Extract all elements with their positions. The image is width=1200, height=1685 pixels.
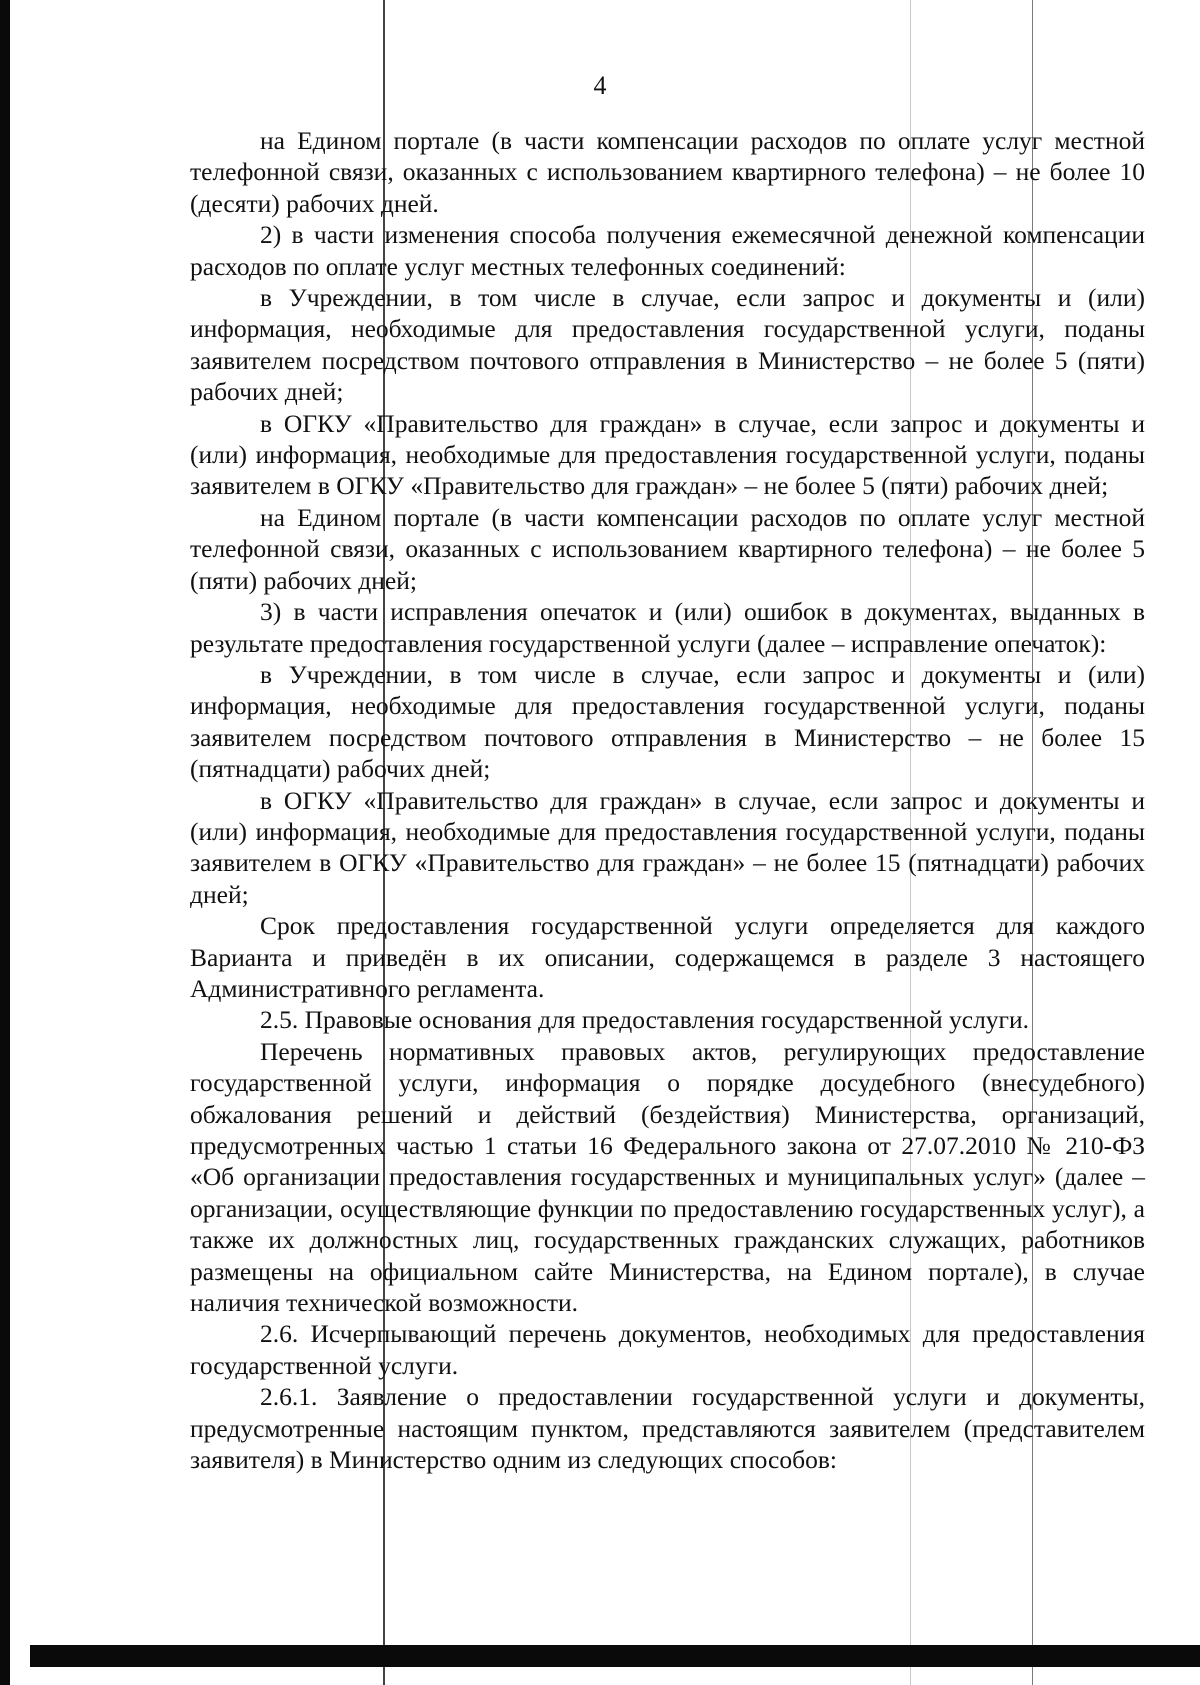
paragraph: в Учреждении, в том числе в случае, если запрос и документы и (или) информация, необходимые для предоставления государственной услуги, поданы заявителем посредством почтового отправления в Министерство – не более 5 (пяти) рабочих дней; [190,283,1145,407]
paragraph: Перечень нормативных правовых актов, регулирующих предоставление государственной услуги, информация о порядке досудебного (внесудебного) обжалования решений и действий (бездействия) Министерства, организаций, предусмотренных частью 1 статьи 16 Федерального закона от 27.07.2010 № 210-ФЗ «Об организации предоставления государственных и муниципальных услуг» (далее – организации, осуществляющие функции по предоставлению государственных услуг), а также их должностных лиц, государственных гражданских служащих, работников размещены на официальном сайте Министерства, на Едином портале), в случае наличия технической возможности. [190,1036,1145,1318]
paragraph: 3) в части исправления опечаток и (или) ошибок в документах, выданных в результате предоставления государственной услуги (далее – исправление опечаток): [190,597,1145,658]
paragraph: 2.6.1. Заявление о предоставлении государственной услуги и документы, предусмотренные настоящим пунктом, представляются заявителем (представителем заявителя) в Министерство одним из следующих способов: [190,1382,1145,1475]
scan-edge-bottom [30,1645,1200,1667]
paragraph: Срок предоставления государственной услуги определяется для каждого Варианта и приведён в их описании, содержащемся в разделе 3 настоящего Административного регламента. [190,911,1145,1003]
paragraph: на Едином портале (в части компенсации расходов по оплате услуг местной телефонной связи, оказанных с использованием квартирного телефона) – не более 10 (десяти) рабочих дней. [190,126,1145,218]
page-number: 4 [593,71,607,100]
paragraph: на Едином портале (в части компенсации расходов по оплате услуг местной телефонной связи, оказанных с использованием квартирного телефона) – не более 5 (пяти) рабочих дней; [190,502,1145,595]
scan-edge-left [0,0,10,1685]
paragraph: в ОГКУ «Правительство для граждан» в случае, если запрос и документы и (или) информация, необходимые для предоставления государственной услуги, поданы заявителем в ОГКУ «Правительство для граждан» – не более 5 (пяти) рабочих дней; [190,408,1145,501]
paragraph: в Учреждении, в том числе в случае, если запрос и документы и (или) информация, необходимые для предоставления государственной услуги, поданы заявителем посредством почтового отправления в Министерство – не более 15 (пятнадцати) рабочих дней; [190,659,1145,784]
document-body [190,125,1145,1475]
section-heading: 2.6. Исчерпывающий перечень документов, необходимых для предоставления государственной услуги. [190,1319,1145,1380]
section-heading: 2.5. Правовые основания для предоставления государственной услуги. [260,1005,1030,1035]
paragraph: в ОГКУ «Правительство для граждан» в случае, если запрос и документы и (или) информация, необходимые для предоставления государственной услуги, поданы заявителем в ОГКУ «Правительство для граждан» – не более 15 (пятнадцати) рабочих дней; [190,785,1145,909]
paragraph: 2) в части изменения способа получения ежемесячной денежной компенсации расходов по оплате услуг местных телефонных соединений: [190,220,1145,281]
